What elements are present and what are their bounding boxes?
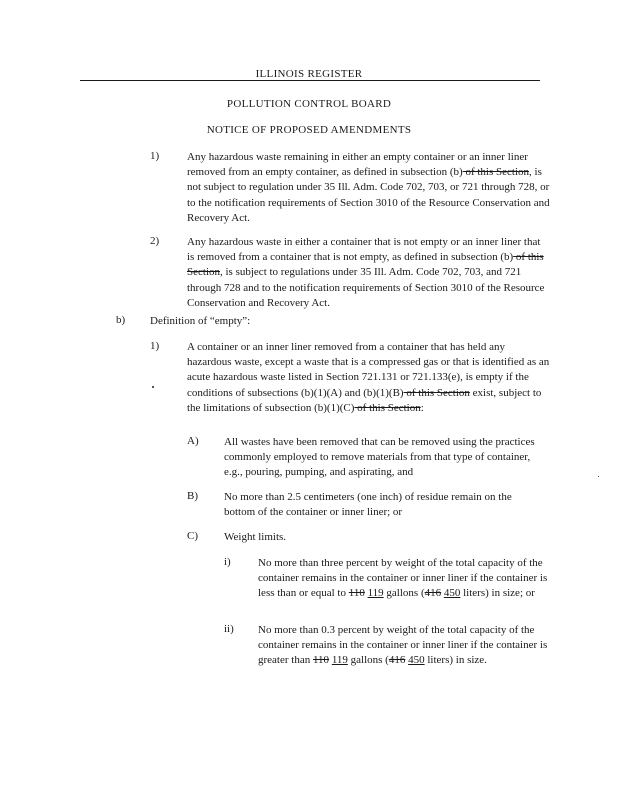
header-rule [80,80,540,81]
register-title: ILLINOIS REGISTER [255,68,363,80]
item-i-number: i) [224,556,231,568]
item-B-number: B) [187,490,198,502]
i-text-3: liters) in size; or [460,587,535,600]
item-a2-number: 2) [150,235,160,247]
b1-deleted-2: of this Section [354,401,421,414]
item-a1-number: 1) [150,150,160,162]
ii-text-3: liters) in size. [424,654,487,667]
a2-deleted-1: of this Section [187,251,544,279]
a1-deleted-1: of this Section [462,166,530,179]
item-a1-text [187,150,555,226]
item-b1-text [187,340,551,416]
item-a2-text [187,235,549,311]
item-ii-text [258,623,550,669]
i-text-2: gallons ( [383,587,425,600]
item-B-text: No more than 2.5 centimeters (one inch) of residue remain on the bottom of the container or inner liner; or [224,491,512,519]
item-b-text: Definition of “empty”: [150,315,251,327]
scan-speck [152,386,154,388]
notice-title: NOTICE OF PROPOSED AMENDMENTS [206,124,412,136]
i-inserted-1: 119 [367,587,384,600]
scan-speck [598,476,599,477]
b1-text-3: : [420,401,424,414]
ii-text-2: gallons ( [347,654,389,667]
ii-deleted-2: 416 [388,654,406,667]
i-inserted-2: 450 [443,587,461,600]
item-A-number: A) [187,435,199,447]
item-C-text: Weight limits. [224,531,287,543]
ii-deleted-1: 110 [312,654,330,667]
item-b1-number: 1) [150,340,160,352]
b1-text-1: A container or an inner liner removed from a container that has held any hazardous waste, except a waste that is a compressed gas or that is identified as an acute hazardous waste listed in Section 721.131 or 721.133(e), is empty if the conditions of subsections (b)(1)(A) and (b)(1)(B) [187,341,550,399]
a1-text-1: Any hazardous waste remaining in either an empty container or an inner liner removed from an empty container, as defined in subsection (b) [187,151,528,179]
a1-text-2: , is not subject to regulation under 35 Ill. Adm. Code 702, 703, or 721 through 728, or to the notification requirements of Section 3010 of the Resource Conservation and Recovery Act. [187,166,550,224]
b1-deleted-1: of this Section [403,386,470,399]
ii-text-1: No more than 0.3 percent by weight of the total capacity of the container remains in the container or inner liner if the container is greater than [258,624,548,667]
item-b-number: b) [116,314,126,326]
ii-inserted-2: 450 [408,654,425,667]
a2-text-2: , is subject to regulations under 35 Ill. Adm. Code 702, 703, and 721 through 728 and to the notification requirements of Section 3010 of the Resource Conservation and Recovery Act. [187,266,545,309]
i-deleted-1: 110 [348,587,365,600]
item-ii-number: ii) [224,623,234,635]
board-title: POLLUTION CONTROL BOARD [226,98,392,110]
i-deleted-2: 416 [424,587,442,600]
a2-text-1: Any hazardous waste in either a container that is not empty or an inner liner that is removed from a container that is not empty, as defined in subsection (b) [187,236,541,264]
i-text-1: No more than three percent by weight of the total capacity of the container remains in the container or inner liner if the container is less than or equal to [258,557,548,600]
b1-text-2: exist, subject to the limitations of subsection (b)(1)(C) [187,386,542,414]
ii-inserted-1: 119 [331,654,348,667]
item-C-number: C) [187,530,198,542]
item-A-text: All wastes have been removed that can be removed using the practices commonly employed to remove materials from that type of container, e.g., pouring, pumping, and aspirating, and [224,436,535,479]
item-i-text [258,556,550,602]
